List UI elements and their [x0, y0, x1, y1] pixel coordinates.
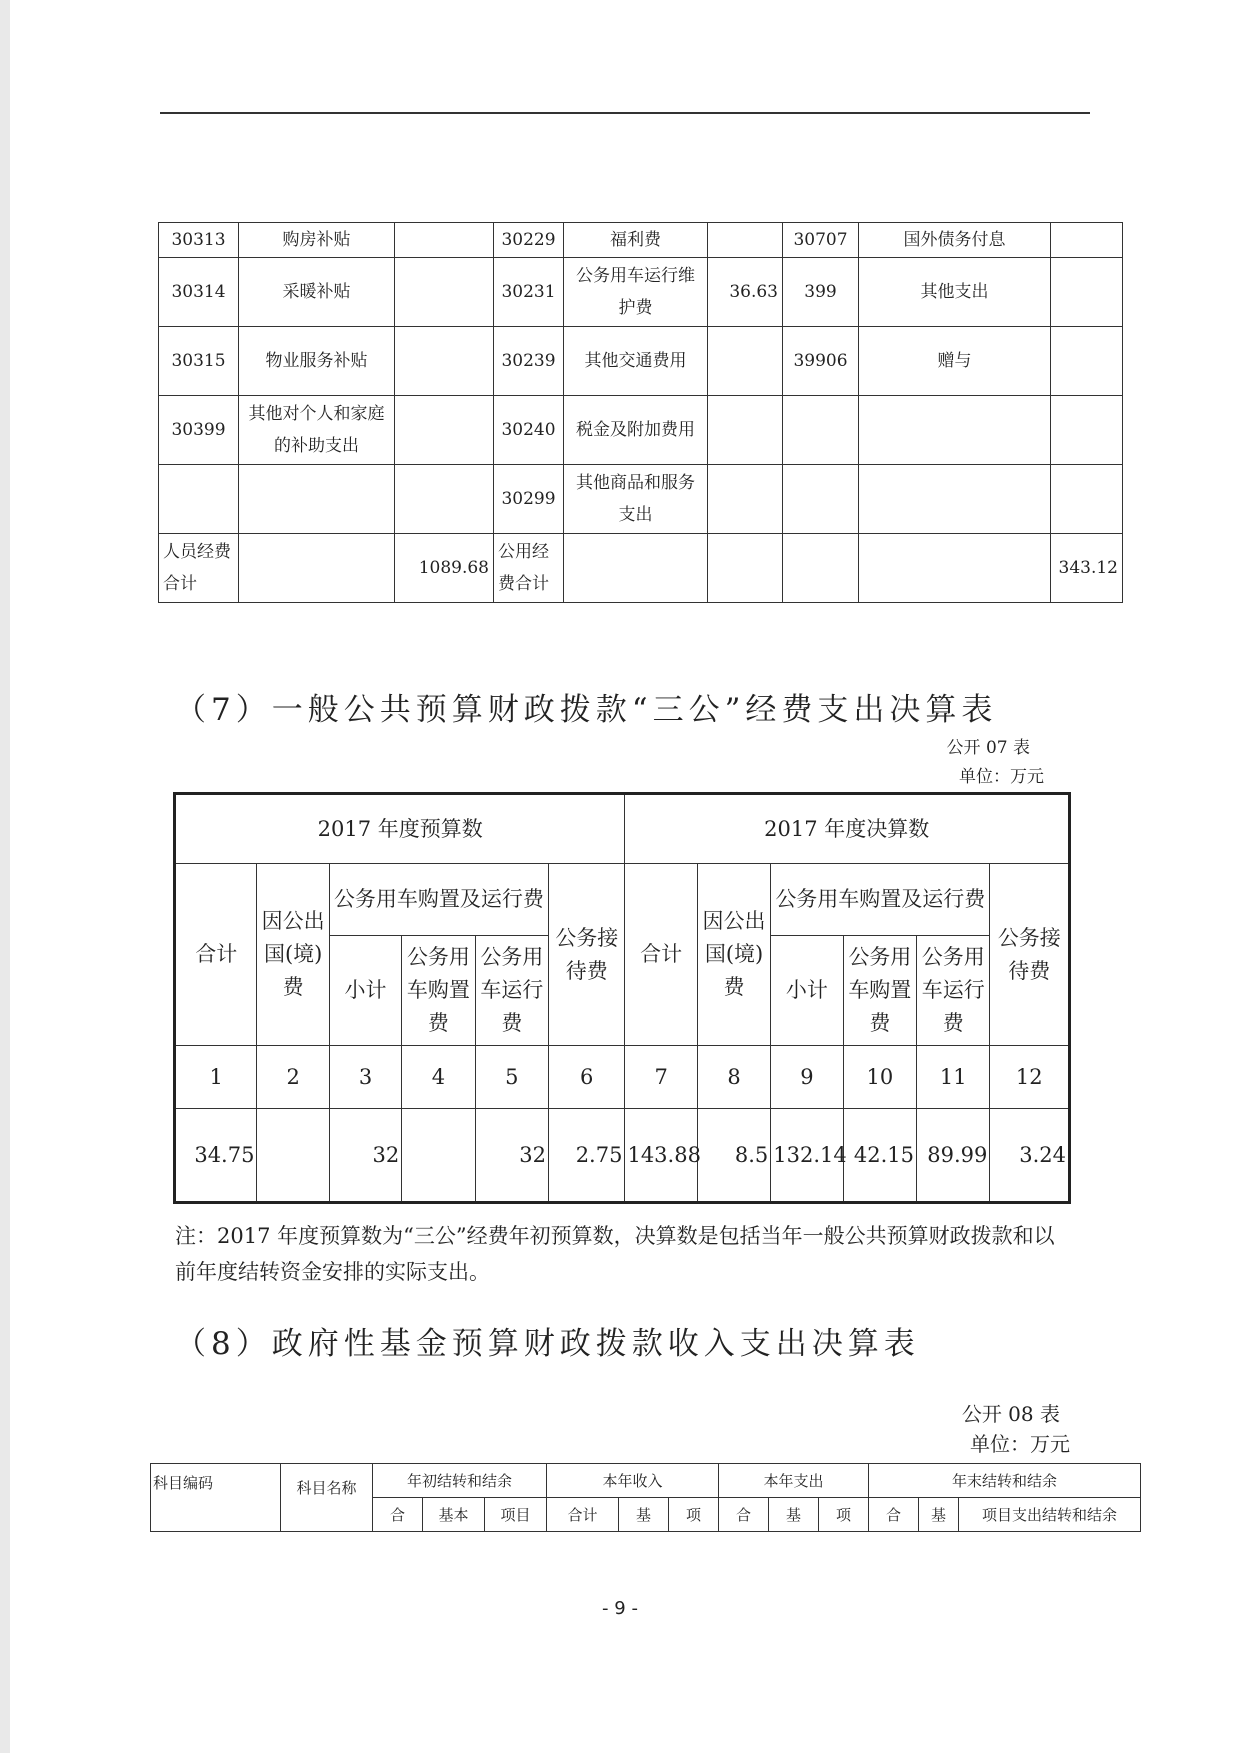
value-cell: 89.99: [917, 1109, 990, 1203]
name-cell: [859, 396, 1051, 465]
name-cell: 其他对个人和家庭的补助支出: [239, 396, 395, 465]
value-cell: [257, 1109, 329, 1203]
values-row: [175, 1109, 1070, 1203]
abroad-col-header: 因公出国(境)费: [697, 864, 770, 1046]
code-cell: 30299: [494, 465, 564, 534]
three-public-expense-table: [173, 792, 1071, 1204]
code-cell: 30240: [494, 396, 564, 465]
car-group-header: 公务用车购置及运行费: [329, 864, 548, 936]
name-cell: 福利费: [564, 223, 708, 258]
table-row: [159, 465, 1123, 534]
value-cell: 36.63: [708, 258, 783, 327]
header-row: [175, 864, 1070, 936]
personnel-total-label: 人员经费合计: [159, 534, 239, 603]
page-number: - 9 -: [602, 1598, 638, 1619]
value-cell: 42.15: [843, 1109, 916, 1203]
value-cell: [708, 465, 783, 534]
name-cell: [239, 465, 395, 534]
personnel-total-value: 1089.68: [395, 534, 494, 603]
sub-header: 合: [719, 1498, 769, 1532]
name-cell: 采暖补贴: [239, 258, 395, 327]
value-cell: [1051, 396, 1123, 465]
name-cell: 其他支出: [859, 258, 1051, 327]
group-header: 本年收入: [547, 1464, 719, 1498]
expenditure-detail-table: [158, 222, 1123, 603]
gov-fund-table: [150, 1463, 1141, 1532]
sub-header: 合: [869, 1498, 919, 1532]
col-number: 12: [990, 1046, 1070, 1109]
code-cell: 30707: [783, 223, 859, 258]
section8-form-no: 公开 08 表: [961, 1402, 1060, 1426]
code-col-header: 科目编码: [151, 1464, 281, 1532]
group-header: 年初结转和结余: [373, 1464, 547, 1498]
reception-col-header: 公务接待费: [990, 864, 1070, 1046]
value-cell: 3.24: [990, 1109, 1070, 1203]
value-cell: 132.14: [771, 1109, 843, 1203]
value-cell: [395, 258, 494, 327]
sub-header: 项目: [485, 1498, 547, 1532]
sub-header: 项: [669, 1498, 719, 1532]
table-row: [159, 327, 1123, 396]
section7-footnote: 注：2017 年度预算数为“三公”经费年初预算数，决算数是包括当年一般公共预算财政拨款和以前年度结转资金安排的实际支出。: [175, 1224, 1055, 1284]
group-header: 年末结转和结余: [869, 1464, 1141, 1498]
name-cell: 税金及附加费用: [564, 396, 708, 465]
col-number: 2: [257, 1046, 329, 1109]
name-cell: 物业服务补贴: [239, 327, 395, 396]
sub-header: 合: [373, 1498, 423, 1532]
col-number: 9: [771, 1046, 843, 1109]
public-total-value: 343.12: [1051, 534, 1123, 603]
car-group-header: 公务用车购置及运行费: [771, 864, 990, 936]
reception-col-header: 公务接待费: [549, 864, 625, 1046]
name-cell: 公务用车运行维护费: [564, 258, 708, 327]
col-number: 4: [402, 1046, 475, 1109]
code-cell: 30314: [159, 258, 239, 327]
value-cell: 34.75: [175, 1109, 257, 1203]
value-cell: [708, 327, 783, 396]
value-cell: [708, 223, 783, 258]
public-total-label: 公用经费合计: [494, 534, 564, 603]
header-row: [175, 794, 1070, 864]
code-cell: [783, 465, 859, 534]
col-number: 8: [697, 1046, 770, 1109]
code-cell: 30313: [159, 223, 239, 258]
sub-header: 项: [819, 1498, 869, 1532]
value-cell: [395, 223, 494, 258]
header-rule: [160, 112, 1090, 114]
name-cell: [859, 465, 1051, 534]
value-cell: [395, 396, 494, 465]
section7-title: （7）一般公共预算财政拨款“三公”经费支出决算表: [175, 692, 998, 728]
code-cell: 30315: [159, 327, 239, 396]
value-cell: 2.75: [549, 1109, 625, 1203]
final-header: 2017 年度决算数: [625, 794, 1070, 864]
value-cell: 8.5: [697, 1109, 770, 1203]
car-purchase-col-header: 公务用车购置费: [402, 936, 475, 1046]
value-cell: [708, 396, 783, 465]
sub-header: 基本: [423, 1498, 485, 1532]
code-cell: 30239: [494, 327, 564, 396]
col-number: 3: [329, 1046, 401, 1109]
code-cell: 39906: [783, 327, 859, 396]
code-cell: [783, 396, 859, 465]
sub-header: 合计: [547, 1498, 619, 1532]
name-cell: 其他商品和服务支出: [564, 465, 708, 534]
section7-form-no: 公开 07 表: [946, 738, 1030, 758]
col-number: 10: [843, 1046, 916, 1109]
value-cell: [1051, 258, 1123, 327]
code-cell: [159, 465, 239, 534]
section8-title: （8）政府性基金预算财政拨款收入支出决算表: [175, 1326, 920, 1362]
code-cell: 30399: [159, 396, 239, 465]
section7-unit: 单位：万元: [959, 767, 1044, 787]
subtotal-col-header: 小计: [771, 936, 843, 1046]
name-cell: 购房补贴: [239, 223, 395, 258]
name-cell: 其他交通费用: [564, 327, 708, 396]
total-row: [159, 534, 1123, 603]
table-row: [159, 258, 1123, 327]
group-header: 本年支出: [719, 1464, 869, 1498]
value-cell: 32: [329, 1109, 401, 1203]
budget-header: 2017 年度预算数: [175, 794, 625, 864]
col-number: 1: [175, 1046, 257, 1109]
name-cell: 国外债务付息: [859, 223, 1051, 258]
section8-unit: 单位：万元: [970, 1432, 1070, 1456]
table-row: [159, 223, 1123, 258]
value-cell: 143.88: [625, 1109, 697, 1203]
abroad-col-header: 因公出国(境)费: [257, 864, 329, 1046]
col-number: 7: [625, 1046, 697, 1109]
value-cell: 32: [475, 1109, 548, 1203]
scan-edge: [0, 0, 10, 1753]
value-cell: [402, 1109, 475, 1203]
header-row: [151, 1464, 1141, 1498]
code-cell: 30229: [494, 223, 564, 258]
car-operation-col-header: 公务用车运行费: [475, 936, 548, 1046]
value-cell: [1051, 327, 1123, 396]
sub-header: 基: [769, 1498, 819, 1532]
car-purchase-col-header: 公务用车购置费: [843, 936, 916, 1046]
value-cell: [1051, 465, 1123, 534]
code-cell: 399: [783, 258, 859, 327]
value-cell: [395, 327, 494, 396]
col-number: 5: [475, 1046, 548, 1109]
name-cell: 赠与: [859, 327, 1051, 396]
sub-header: 基: [919, 1498, 959, 1532]
sub-header: 基: [619, 1498, 669, 1532]
code-cell: 30231: [494, 258, 564, 327]
car-operation-col-header: 公务用车运行费: [917, 936, 990, 1046]
value-cell: [1051, 223, 1123, 258]
col-number: 11: [917, 1046, 990, 1109]
column-number-row: [175, 1046, 1070, 1109]
table-row: [159, 396, 1123, 465]
total-col-header: 合计: [625, 864, 697, 1046]
total-col-header: 合计: [175, 864, 257, 1046]
name-col-header: 科目名称: [281, 1464, 373, 1532]
sub-header: 项目支出结转和结余: [959, 1498, 1141, 1532]
col-number: 6: [549, 1046, 625, 1109]
subtotal-col-header: 小计: [329, 936, 401, 1046]
value-cell: [395, 465, 494, 534]
